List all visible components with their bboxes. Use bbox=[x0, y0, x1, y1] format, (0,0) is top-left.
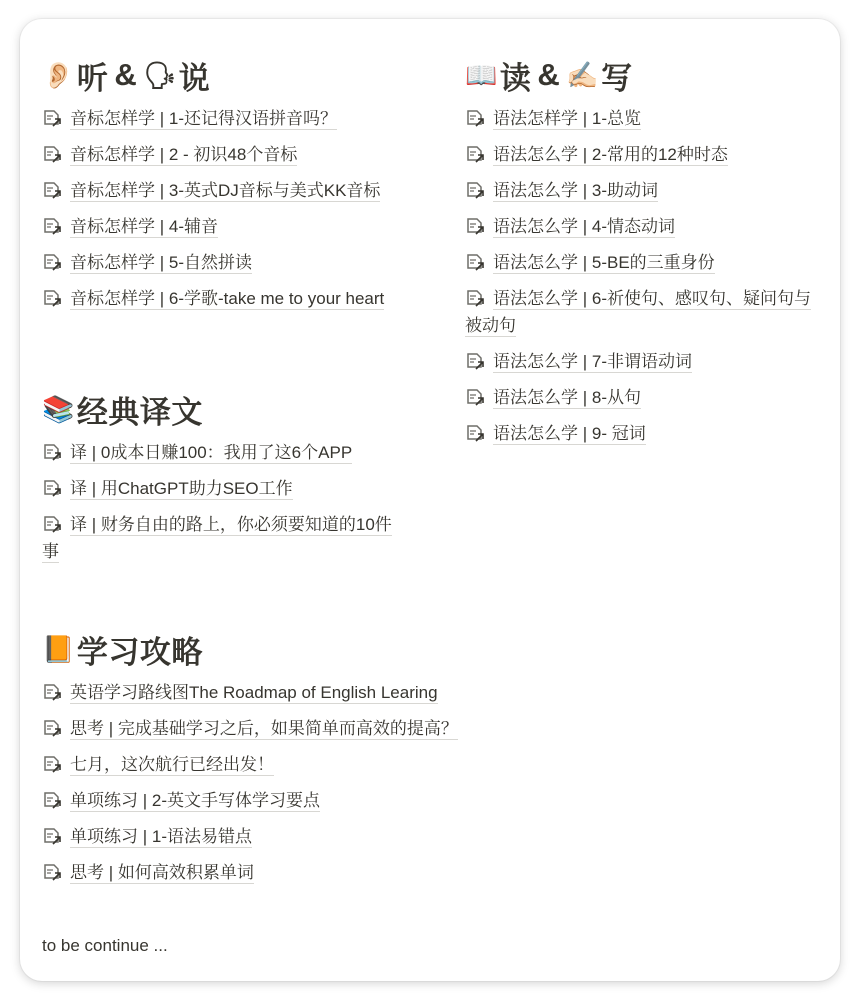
page-link-icon bbox=[42, 145, 64, 165]
page-link-icon bbox=[42, 289, 64, 309]
page-link-icon bbox=[42, 683, 64, 703]
speaking-head-icon: 🗣 bbox=[143, 59, 177, 90]
page-link-list bbox=[465, 105, 820, 447]
section-heading-guide bbox=[42, 631, 502, 670]
page-link[interactable]: 音标怎样学 | 3-英式DJ音标与美式KK音标 bbox=[42, 177, 392, 204]
notion-page-card bbox=[20, 19, 840, 981]
page-link-icon bbox=[465, 352, 487, 372]
heading-word-speak: 说 bbox=[178, 60, 211, 96]
page-link[interactable]: 语法怎样学 | 1-总览 bbox=[465, 105, 820, 132]
page-link[interactable]: 思考 | 完成基础学习之后，如果简单而高效的提高？ bbox=[42, 715, 502, 742]
page-link-icon bbox=[42, 515, 64, 535]
page-link[interactable]: 英语学习路线图The Roadmap of English Learing bbox=[42, 679, 502, 706]
section-classic-translations bbox=[42, 391, 392, 574]
page-link-icon bbox=[465, 217, 487, 237]
page-link-icon bbox=[465, 109, 487, 129]
page-link[interactable]: 音标怎样学 | 2 - 初识48个音标 bbox=[42, 141, 392, 168]
page-link[interactable]: 语法怎么学 | 9- 冠词 bbox=[465, 420, 820, 447]
page-link[interactable]: 音标怎样学 | 5-自然拼读 bbox=[42, 249, 392, 276]
heading-title: 学习攻略 bbox=[76, 634, 203, 670]
page-link[interactable]: 语法怎么学 | 3-助动词 bbox=[465, 177, 820, 204]
page-link-list bbox=[42, 439, 392, 565]
section-heading-listen-speak bbox=[42, 57, 392, 96]
page-link-icon bbox=[42, 791, 64, 811]
page-link-icon bbox=[42, 863, 64, 883]
page-link[interactable]: 音标怎样学 | 6-学歌-take me to your heart bbox=[42, 285, 392, 312]
page-link-icon bbox=[42, 755, 64, 775]
page-link-list bbox=[42, 105, 392, 312]
page-link-icon bbox=[465, 424, 487, 444]
page-link-icon bbox=[42, 253, 64, 273]
open-book-icon: 📖 bbox=[465, 59, 498, 90]
page-link[interactable]: 语法怎么学 | 4-情态动词 bbox=[465, 213, 820, 240]
page-link-icon bbox=[465, 253, 487, 273]
page-link[interactable]: 语法怎么学 | 5-BE的三重身份 bbox=[465, 249, 820, 276]
page-link-icon bbox=[465, 145, 487, 165]
page-link-icon bbox=[42, 217, 64, 237]
page-link-list bbox=[42, 679, 502, 886]
page-link-icon bbox=[465, 181, 487, 201]
page-link-icon bbox=[42, 719, 64, 739]
page-link[interactable]: 单项练习 | 1-语法易错点 bbox=[42, 823, 502, 850]
heading-title: 经典译文 bbox=[76, 394, 203, 430]
page-link-icon bbox=[42, 827, 64, 847]
page-link[interactable]: 译 | 财务自由的路上，你必须要知道的10件事 bbox=[42, 515, 392, 561]
section-read-write bbox=[465, 57, 820, 456]
section-heading-classic bbox=[42, 391, 392, 430]
page-link[interactable]: 语法怎么学 | 2-常用的12种时态 bbox=[465, 141, 820, 168]
page-link[interactable]: 语法怎么学 | 6-祈使句、感叹句、疑问句与被动句 bbox=[465, 289, 811, 335]
heading-word-read: 读 bbox=[499, 60, 532, 96]
page-link-icon bbox=[42, 181, 64, 201]
page-link-icon bbox=[42, 443, 64, 463]
page-link[interactable]: 译 | 用ChatGPT助力SEO工作 bbox=[42, 475, 392, 502]
page-link[interactable]: 译 | 0成本日赚100：我用了这6个APP bbox=[42, 439, 392, 466]
books-icon: 📚 bbox=[42, 393, 75, 424]
section-listen-speak bbox=[42, 57, 392, 321]
page-link-icon bbox=[42, 109, 64, 129]
section-heading-read-write bbox=[465, 57, 820, 96]
page-link[interactable]: 七月，这次航行已经出发！ bbox=[42, 751, 502, 778]
writing-hand-icon: ✍🏻 bbox=[566, 59, 600, 90]
page-link[interactable]: 思考 | 如何高效积累单词 bbox=[42, 859, 502, 886]
page-link-icon bbox=[465, 388, 487, 408]
heading-ampersand: & bbox=[537, 57, 561, 92]
footer-note: to be continue ... bbox=[42, 936, 168, 955]
page-link[interactable]: 音标怎样学 | 1-还记得汉语拼音吗？ bbox=[42, 105, 392, 132]
section-study-guide bbox=[42, 631, 502, 895]
page-link[interactable]: 语法怎么学 | 7-非谓语动词 bbox=[465, 348, 820, 375]
page-link[interactable]: 语法怎么学 | 8-从句 bbox=[465, 384, 820, 411]
heading-word-write: 写 bbox=[601, 60, 633, 96]
page-link[interactable]: 单项练习 | 2-英文手写体学习要点 bbox=[42, 787, 502, 814]
heading-ampersand: & bbox=[114, 57, 138, 92]
page-link[interactable]: 音标怎样学 | 4-辅音 bbox=[42, 213, 392, 240]
page-link-icon bbox=[42, 479, 64, 499]
heading-word-listen: 听 bbox=[76, 60, 109, 96]
orange-book-icon: 📙 bbox=[42, 633, 75, 664]
ear-icon: 👂🏻 bbox=[42, 59, 75, 90]
page-link-icon bbox=[465, 289, 487, 309]
